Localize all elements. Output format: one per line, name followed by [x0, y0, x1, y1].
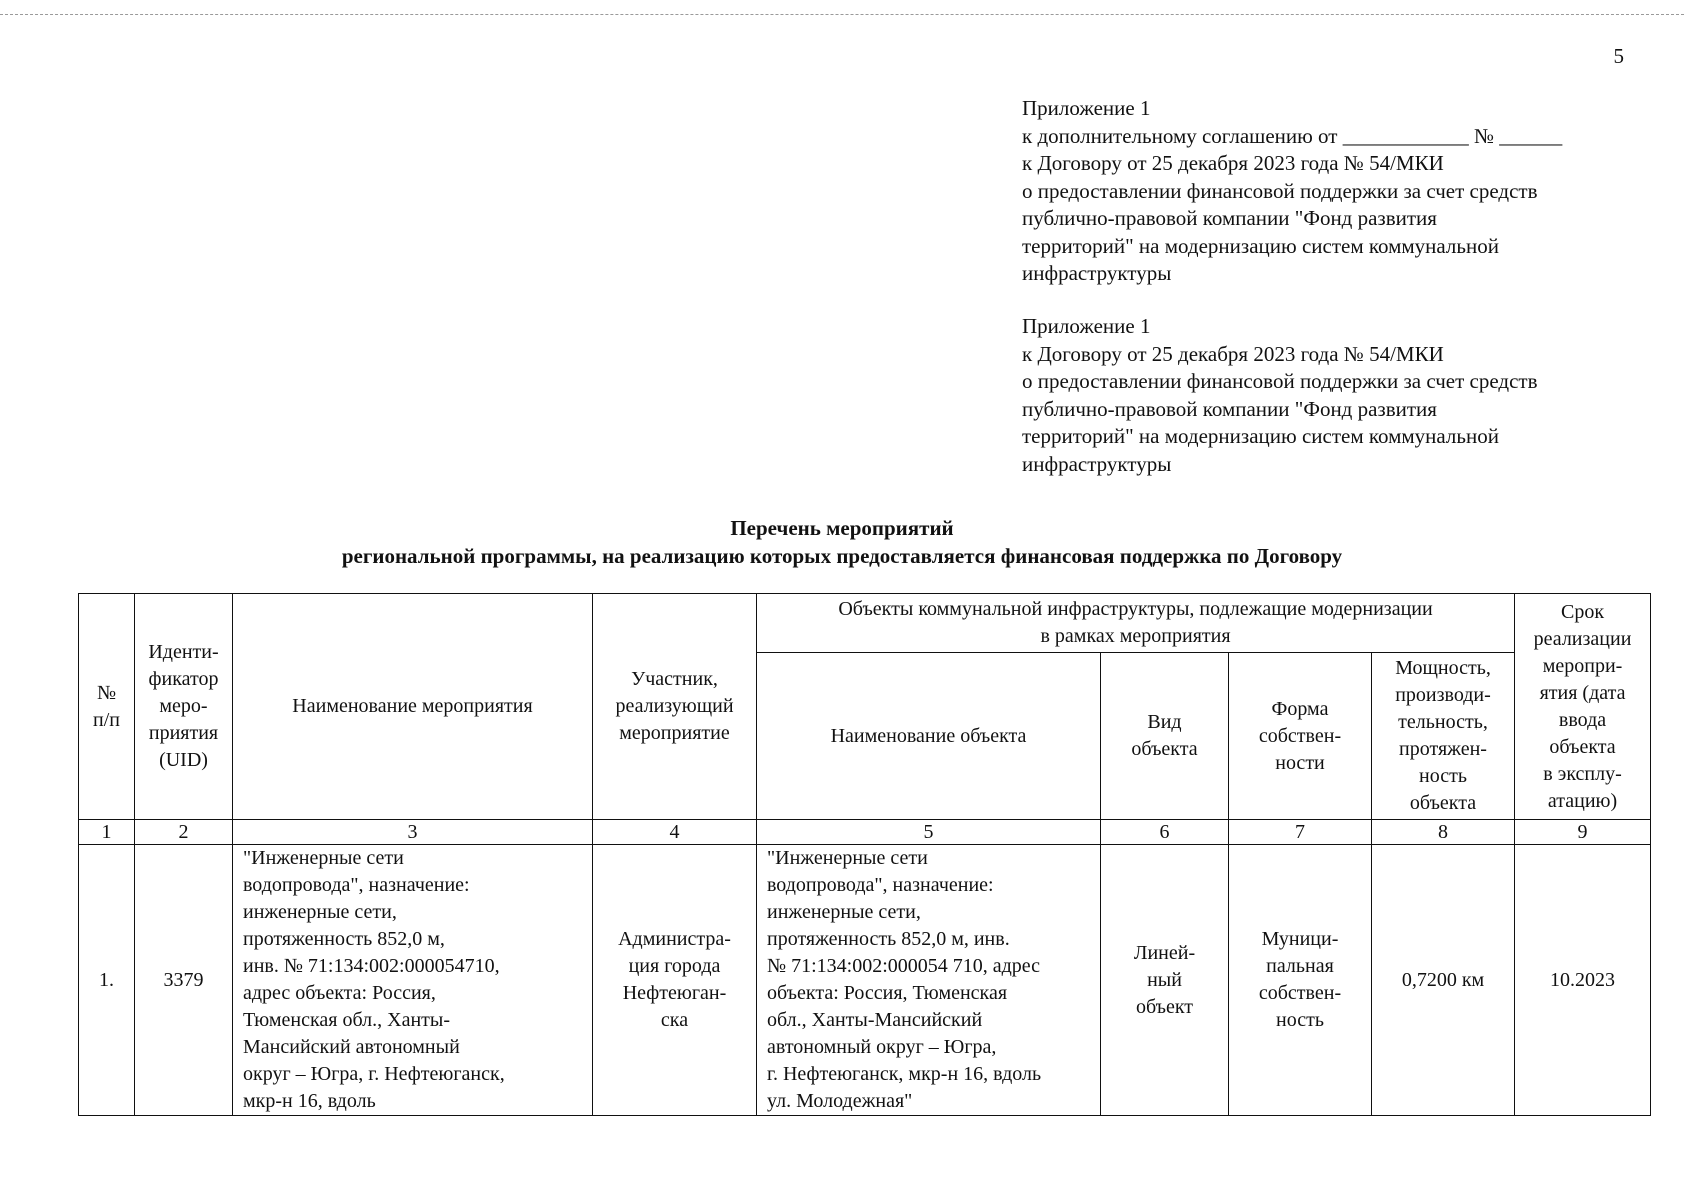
cell-line: "Инженерные сети: [767, 847, 928, 869]
cell-line: Нефтеюган-: [622, 982, 727, 1004]
column-number: 1: [79, 820, 135, 845]
header-capacity: [1372, 653, 1515, 820]
header-text: ность: [1419, 765, 1467, 787]
events-table: [78, 593, 1651, 1116]
header-text: в эксплу-: [1543, 762, 1622, 785]
page-number: 5: [1613, 44, 1624, 68]
header-ownership: [1229, 653, 1372, 820]
header-text: реализации: [1533, 627, 1632, 650]
cell-line: пальная: [1266, 955, 1334, 977]
appendix-line: публично-правовой компании "Фонд развития: [1022, 206, 1437, 230]
appendix-line: инфраструктуры: [1022, 451, 1172, 476]
header-text: производи-: [1395, 684, 1491, 706]
header-text: объекта: [1131, 738, 1198, 760]
header-object-type: [1101, 653, 1229, 820]
column-number: 8: [1372, 820, 1515, 845]
header-event-name: Наименование мероприятия: [233, 594, 593, 820]
header-text: протяжен-: [1399, 738, 1487, 760]
header-text: приятия: [148, 722, 219, 744]
column-number: 3: [233, 820, 593, 845]
header-text: п/п: [93, 708, 120, 731]
appendix-line: к Договору от 25 декабря 2023 года № 54/МКИ: [1022, 341, 1444, 366]
header-objects-group: [757, 594, 1515, 653]
header-text: собствен-: [1258, 724, 1342, 747]
title-line-1: Перечень мероприятий: [730, 516, 954, 540]
cell-line: Тюменская обл., Ханты-: [243, 1009, 451, 1031]
cell-line: автономный округ – Югра,: [767, 1036, 997, 1058]
cell-line: водопровода", назначение:: [767, 874, 994, 896]
header-text: атацию): [1547, 789, 1618, 812]
header-text: Участник,: [631, 668, 718, 690]
cell-object-name: [757, 845, 1101, 1116]
appendix-line: к Договору от 25 декабря 2023 года № 54/МКИ: [1022, 151, 1444, 175]
header-text: в рамках мероприятия: [1040, 625, 1231, 647]
cell-line: адрес объекта: Россия,: [243, 982, 436, 1004]
cell-line: собствен-: [1258, 982, 1342, 1004]
cell-line: Муници-: [1261, 928, 1339, 950]
column-number: 9: [1515, 820, 1651, 845]
header-text: меропри-: [1542, 654, 1623, 677]
header-text: мероприятие: [619, 722, 730, 744]
header-text: меро-: [159, 695, 208, 717]
appendix-line: о предоставлении финансовой поддержки за счет средств: [1022, 369, 1538, 393]
cell-uid: 3379: [135, 845, 233, 1116]
column-number: 6: [1101, 820, 1229, 845]
header-text: Срок: [1561, 600, 1605, 623]
cell-capacity: 0,7200 км: [1372, 845, 1515, 1116]
cell-line: ция города: [628, 955, 721, 977]
cell-line: "Инженерные сети: [243, 847, 404, 869]
appendix-line: публично-правовой компании "Фонд развития: [1022, 396, 1437, 421]
scan-edge-line: [0, 14, 1684, 15]
header-text: ввода: [1558, 708, 1607, 731]
cell-event-name: [233, 845, 593, 1116]
cell-line: объекта: Россия, Тюменская: [767, 982, 1008, 1004]
cell-line: № 71:134:002:000054 710, адрес: [767, 955, 1041, 977]
header-text: Вид: [1147, 711, 1182, 733]
cell-line: ска: [660, 1009, 689, 1031]
cell-line: Администра-: [618, 928, 731, 950]
header-text: объекта: [1409, 792, 1477, 814]
header-text: Форма: [1271, 697, 1329, 720]
column-number: 7: [1229, 820, 1372, 845]
header-text: фикатор: [148, 668, 219, 690]
cell-line: инженерные сети,: [767, 901, 921, 923]
cell-num: 1.: [79, 845, 135, 1116]
appendix-line: территорий" на модернизацию систем коммунальной: [1022, 233, 1499, 258]
header-text: Объекты коммунальной инфраструктуры, подлежащие модернизации: [838, 598, 1433, 620]
appendix-line: Приложение 1: [1022, 314, 1151, 338]
header-num: [79, 594, 135, 820]
appendix-line: территорий" на модернизацию систем коммунальной: [1022, 424, 1499, 448]
header-uid: [135, 594, 233, 820]
title-line-2: региональной программы, на реализацию которых предоставляется финансовая поддержка по Договору: [341, 544, 1343, 568]
cell-line: округ – Югра, г. Нефтеюганск,: [243, 1063, 505, 1085]
cell-line: объект: [1135, 995, 1194, 1018]
appendix-line: инфраструктуры: [1022, 261, 1172, 285]
cell-line: протяженность 852,0 м, инв.: [767, 928, 1010, 950]
header-text: тельность,: [1398, 711, 1488, 733]
header-text: Мощность,: [1395, 657, 1491, 679]
header-deadline: [1515, 594, 1651, 820]
appendix-line: к дополнительному соглашению от ____________ № ______: [1022, 123, 1563, 148]
cell-line: инженерные сети,: [243, 901, 397, 923]
header-text: ятия (дата: [1539, 681, 1626, 704]
cell-line: мкр-н 16, вдоль: [243, 1090, 376, 1112]
header-text: объекта: [1549, 735, 1616, 758]
cell-deadline: 10.2023: [1515, 845, 1651, 1116]
cell-line: водопровода", назначение:: [243, 874, 470, 896]
appendix-line: Приложение 1: [1022, 96, 1151, 120]
header-text: Иденти-: [148, 641, 219, 663]
column-number: 4: [593, 820, 757, 845]
appendix-block-contract: [1022, 313, 1652, 478]
header-object-name: Наименование объекта: [757, 653, 1101, 820]
header-row-1: [79, 594, 1651, 653]
cell-participant: [593, 845, 757, 1116]
cell-line: ул. Молодежная": [767, 1090, 913, 1112]
header-text: ности: [1275, 751, 1325, 774]
cell-line: Мансийский автономный: [243, 1036, 460, 1058]
table-row: [79, 845, 1651, 1116]
column-number: 5: [757, 820, 1101, 845]
appendix-line: о предоставлении финансовой поддержки за счет средств: [1022, 178, 1538, 203]
document-title: [0, 514, 1684, 570]
cell-line: ность: [1276, 1009, 1324, 1031]
cell-object-type: [1101, 845, 1229, 1116]
header-text: (UID): [159, 749, 208, 771]
cell-line: ный: [1147, 968, 1182, 991]
column-number-row: [79, 820, 1651, 845]
column-number: 2: [135, 820, 233, 845]
cell-line: протяженность 852,0 м,: [243, 928, 445, 950]
cell-line: инв. № 71:134:002:000054710,: [243, 955, 500, 977]
appendix-block-supplementary: [1022, 95, 1652, 288]
cell-line: обл., Ханты-Мансийский: [767, 1009, 983, 1031]
cell-line: г. Нефтеюганск, мкр-н 16, вдоль: [767, 1063, 1042, 1085]
header-text: реализующий: [615, 695, 734, 717]
header-text: №: [96, 681, 117, 704]
cell-line: Линей-: [1133, 941, 1196, 964]
cell-ownership: [1229, 845, 1372, 1116]
header-participant: [593, 594, 757, 820]
